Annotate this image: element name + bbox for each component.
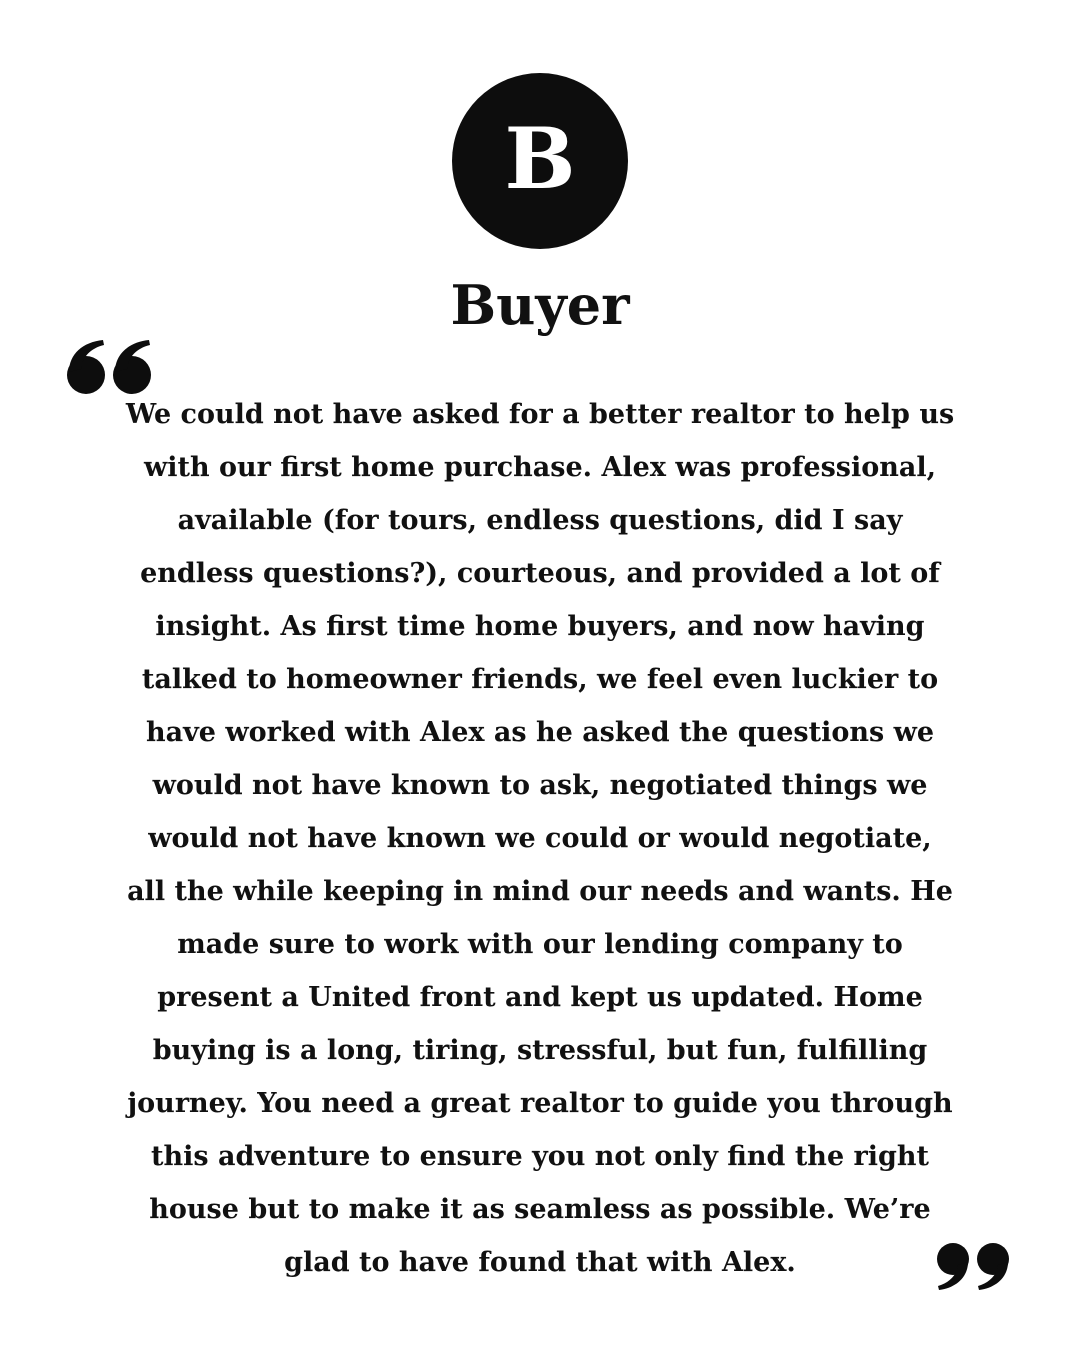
- testimonial-line: journey. You need a great realtor to guide you through: [127, 1088, 953, 1119]
- testimonial-line: talked to homeowner friends, we feel even luckier to: [141, 664, 939, 695]
- testimonial-line: all the while keeping in mind our needs and wants. He: [127, 876, 953, 907]
- testimonial-line: glad to have found that with Alex.: [284, 1247, 796, 1278]
- testimonial-line: present a United front and kept us updated. Home: [157, 982, 923, 1013]
- testimonial-line: house but to make it as seamless as possible. We’re: [149, 1194, 931, 1225]
- testimonial-line: insight. As first time home buyers, and now having: [155, 611, 925, 642]
- avatar: [452, 73, 628, 249]
- testimonial-line: with our first home purchase. Alex was professional,: [143, 452, 937, 483]
- testimonial-line: endless questions?), courteous, and provided a lot of: [140, 558, 940, 589]
- avatar-letter: B: [504, 109, 576, 208]
- page-title: Buyer: [450, 273, 630, 337]
- testimonial-line: would not have known we could or would negotiate,: [148, 823, 932, 854]
- testimonial-line: this adventure to ensure you not only find the right: [151, 1141, 929, 1172]
- testimonial-line: buying is a long, tiring, stressful, but fun, fulfilling: [152, 1035, 928, 1066]
- testimonial-line: We could not have asked for a better realtor to help us: [125, 399, 955, 430]
- testimonial-text: [108, 388, 972, 1289]
- open-quote-icon: [63, 338, 155, 394]
- testimonial-line: would not have known to ask, negotiated things we: [152, 770, 928, 801]
- close-quote-icon: [933, 1242, 1013, 1292]
- testimonial-line: available (for tours, endless questions, did I say: [177, 505, 903, 536]
- testimonial-line: have worked with Alex as he asked the questions we: [145, 717, 935, 748]
- testimonial-line: made sure to work with our lending company to: [177, 929, 903, 960]
